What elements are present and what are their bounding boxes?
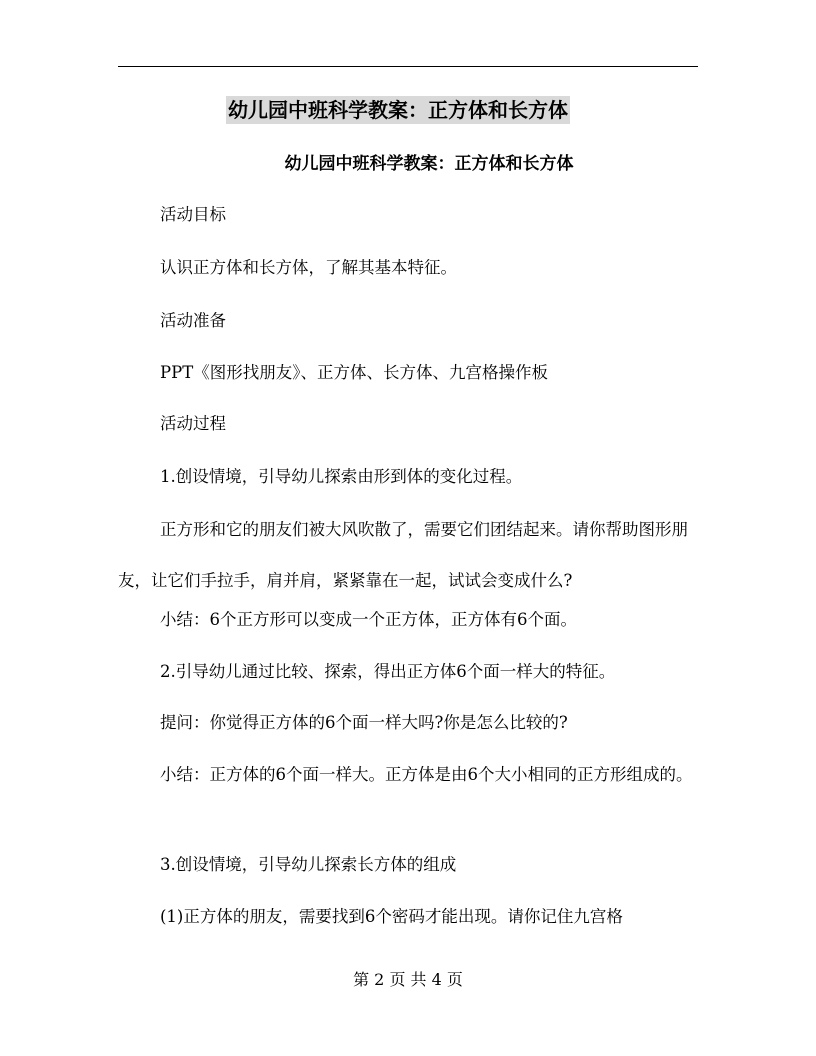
paragraph: 提问：你觉得正方体的6个面一样大吗?你是怎么比较的? bbox=[160, 713, 568, 732]
paragraph: 2.引导幼儿通过比较、探索，得出正方体6个面一样大的特征。 bbox=[160, 662, 616, 681]
paragraph: (1)正方体的朋友，需要找到6个密码才能出现。请你记住九宫格 bbox=[160, 907, 623, 926]
paragraph-section-heading: 活动目标 bbox=[160, 205, 226, 224]
paragraph: 1.创设情境，引导幼儿探索由形到体的变化过程。 bbox=[160, 467, 523, 486]
paragraph: PPT《图形找朋友》、正方体、长方体、九宫格操作板 bbox=[160, 363, 548, 382]
page-number: 第 2 页 共 4 页 bbox=[353, 970, 463, 989]
paragraph-section-heading: 活动过程 bbox=[160, 414, 226, 433]
paragraph: 正方形和它的朋友们被大风吹散了，需要它们团结起来。请你帮助图形朋友，让它们手拉手，肩并肩，紧紧靠在一起，试试会变成什么? bbox=[118, 520, 688, 590]
paragraph: 小结：正方体的6个面一样大。正方体是由6个大小相同的正方形组成的。 bbox=[160, 765, 693, 784]
paragraph: 认识正方体和长方体，了解其基本特征。 bbox=[160, 258, 457, 277]
paragraph: 小结：6个正方形可以变成一个正方体，正方体有6个面。 bbox=[160, 610, 577, 629]
paragraph: 3.创设情境，引导幼儿探索长方体的组成 bbox=[160, 855, 457, 874]
header-title: 幼儿园中班科学教案：正方体和长方体 bbox=[228, 98, 568, 122]
header-rule bbox=[118, 66, 698, 67]
paragraph-section-heading: 活动准备 bbox=[160, 311, 226, 330]
document-title: 幼儿园中班科学教案：正方体和长方体 bbox=[284, 154, 574, 174]
